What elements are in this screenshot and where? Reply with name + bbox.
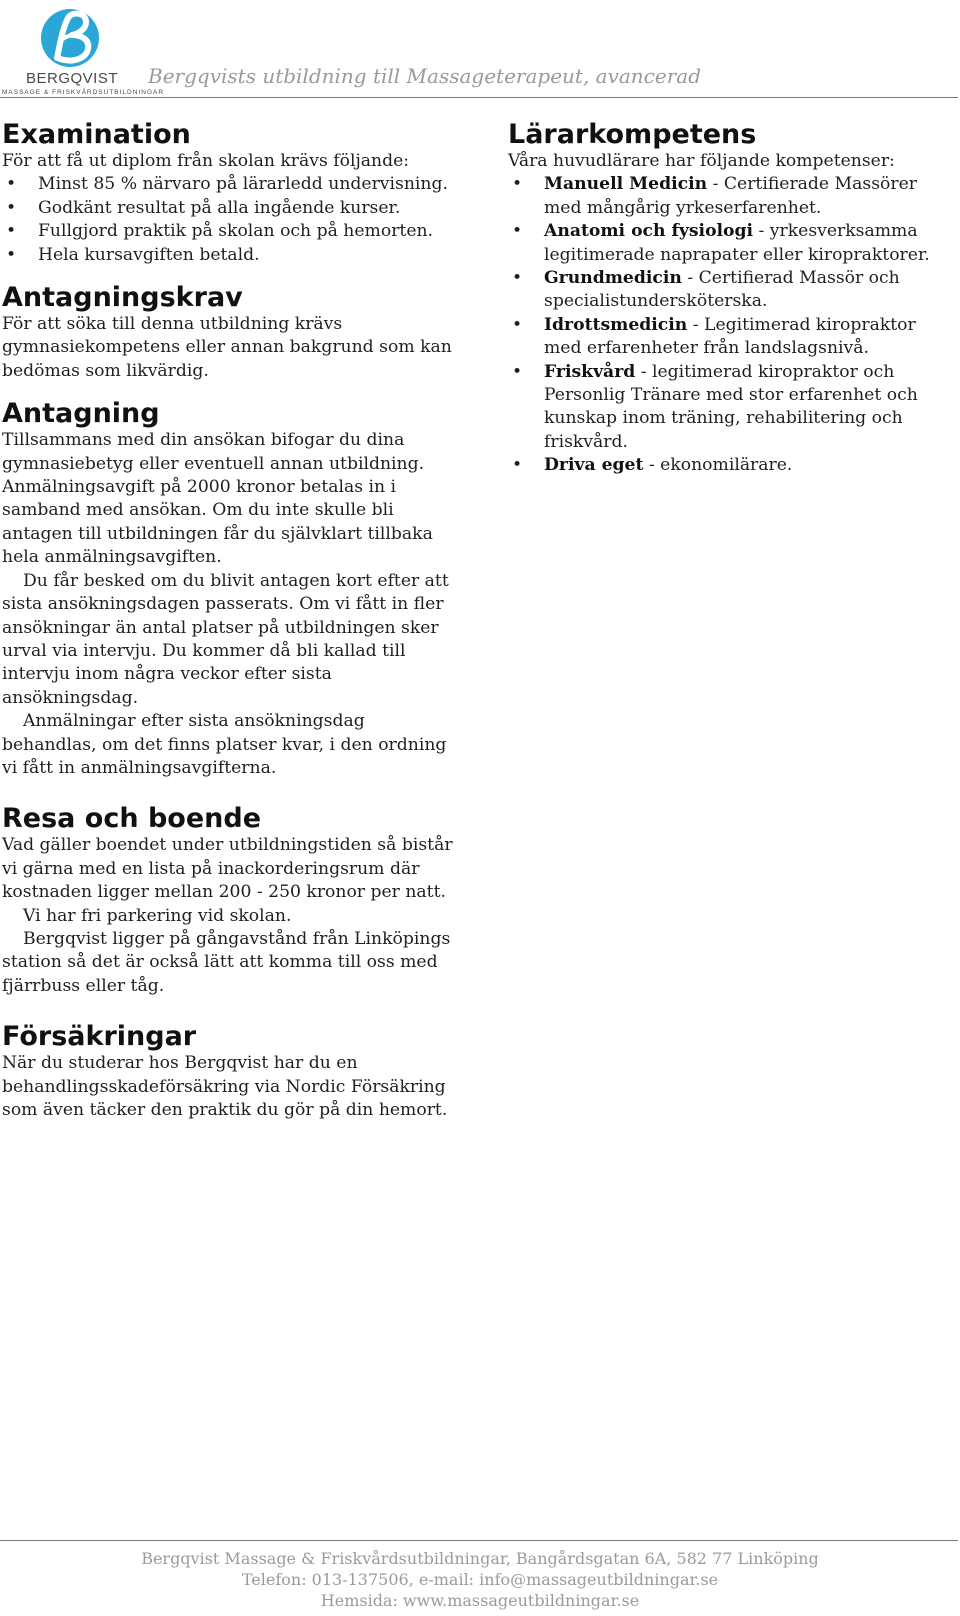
section-heading: Lärarkompetens	[508, 119, 757, 150]
footer-divider	[0, 1540, 958, 1541]
paragraph: Bergqvist ligger på gångavstånd från Linköpings station så det är också lätt att komma till oss med fjärrbuss eller tåg.	[2, 928, 451, 996]
section-resa-och-boende	[2, 804, 458, 998]
section-heading: Antagning	[2, 398, 160, 430]
competence-text: - Legitimerad kiropraktor med erfarenheter från landslagsnivå.	[544, 314, 916, 359]
bullet-icon: •	[512, 221, 523, 242]
paragraph: Tillsammans med din ansökan bifogar du dina gymnasiebetyg eller eventuell annan utbildning. Anmälningsavgift på 2000 kronor betalas in i samband med ansökan. Om du inte skulle bli antagen till utbildningen får du självklart tillbaka hela anmälningsavgiften.	[2, 430, 433, 568]
competence-title: Driva eget	[544, 455, 644, 476]
section-text: För att söka till denna utbildning krävs gymnasiekompetens eller annan bakgrund som kan bedömas som likvärdig.	[2, 314, 452, 381]
section-heading: Antagningskrav	[2, 282, 243, 314]
list-item: • Fullgjord praktik på skolan och på hemorten.	[2, 220, 458, 243]
paragraph: Du får besked om du blivit antagen kort efter att sista ansökningsdagen passerats. Om vi fått in fler ansökningar än antal platser på utbildningen sker urval via intervju. Du kommer då bli kallad till intervju inom några veckor efter sista ansökningsdag.	[2, 570, 449, 708]
competence-text: - legitimerad kiropraktor och Personlig Tränare med stor erfarenhet och kunskap inom träning, rehabilitering och friskvård.	[544, 361, 918, 452]
list-item: • Hela kursavgiften betald.	[2, 244, 458, 267]
section-heading: Försäkringar	[2, 1021, 197, 1053]
bergqvist-logo	[2, 6, 165, 96]
logo-wordmark: BERGQVIST	[26, 70, 119, 87]
section-heading: Examination	[2, 119, 191, 150]
footer-website: Hemsida: www.massageutbildningar.se	[320, 1591, 640, 1610]
competence-title: Anatomi och fysiologi	[544, 221, 754, 242]
section-intro: För att få ut diplom från skolan krävs följande:	[2, 151, 410, 171]
footer-contact: Telefon: 013-137506, e-mail: info@massageutbildningar.se	[241, 1570, 719, 1589]
page-header	[0, 0, 960, 100]
page-footer	[0, 1548, 960, 1611]
list-item	[508, 454, 958, 477]
competence-title: Manuell Medicin	[544, 174, 708, 195]
section-text: När du studerar hos Bergqvist har du en behandlingsskadeförsäkring via Nordic Försäkring som även täcker den praktik du gör på din hemort.	[2, 1053, 448, 1120]
footer-address: Bergqvist Massage & Friskvårdsutbildningar, Bangårdsgatan 6A, 582 77 Linköping	[141, 1549, 819, 1568]
paragraph: Vad gäller boendet under utbildningstiden så bistår vi gärna med en lista på inackorderingsrum där kostnaden ligger mellan 200 - 250 kronor per natt.	[2, 835, 453, 903]
paragraph: Anmälningar efter sista ansökningsdag behandlas, om det finns platser kvar, i den ordning vi fått in anmälningsavgifterna.	[2, 711, 447, 778]
competence-title: Friskvård	[544, 361, 636, 382]
bullet-icon: •	[6, 244, 17, 265]
paragraph: Vi har fri parkering vid skolan.	[23, 905, 292, 926]
list-item	[508, 267, 958, 314]
logo-subtitle: MASSAGE & FRISKVÅRDSUTBILDNINGAR	[2, 89, 165, 96]
section-antagningskrav	[2, 283, 458, 383]
requirements-list	[2, 173, 458, 267]
bullet-icon: •	[6, 197, 17, 218]
document-title: Bergqvists utbildning till Massageterapeut, avancerad	[148, 64, 702, 88]
header-divider	[0, 97, 958, 98]
list-item: • Godkänt resultat på alla ingående kurser.	[2, 197, 458, 220]
competence-text: - yrkesverksamma legitimerade naprapater eller kiropraktorer.	[544, 221, 930, 265]
competence-title: Idrottsmedicin	[544, 314, 688, 335]
section-antagning	[2, 399, 458, 780]
list-item	[508, 220, 958, 267]
bullet-icon: •	[512, 174, 523, 195]
right-column	[508, 120, 958, 478]
list-item: • Minst 85 % närvaro på lärarledd undervisning.	[2, 173, 458, 196]
logo-b-mark-icon	[2, 6, 138, 68]
bullet-icon: •	[512, 361, 523, 382]
list-item	[508, 173, 958, 220]
section-heading: Resa och boende	[2, 803, 262, 835]
competence-list	[508, 173, 958, 477]
section-intro: Våra huvudlärare har följande kompetenser:	[508, 151, 895, 171]
section-lararkompetens	[508, 120, 958, 478]
competence-text: - ekonomilärare.	[643, 455, 793, 476]
bullet-icon: •	[512, 268, 523, 289]
bullet-icon: •	[6, 174, 17, 195]
bullet-icon: •	[6, 221, 17, 242]
competence-text: - Certifierade Massörer med mångårig yrkeserfarenhet.	[544, 174, 917, 218]
list-item	[508, 361, 958, 455]
list-item	[508, 314, 958, 361]
bullet-icon: •	[512, 314, 523, 335]
competence-text: - Certifierad Massör och specialistundersköterska.	[544, 268, 900, 312]
section-examination	[2, 120, 458, 267]
left-column	[2, 120, 458, 1122]
bullet-icon: •	[512, 455, 523, 476]
section-forsakringar	[2, 1022, 458, 1122]
competence-title: Grundmedicin	[544, 268, 682, 289]
